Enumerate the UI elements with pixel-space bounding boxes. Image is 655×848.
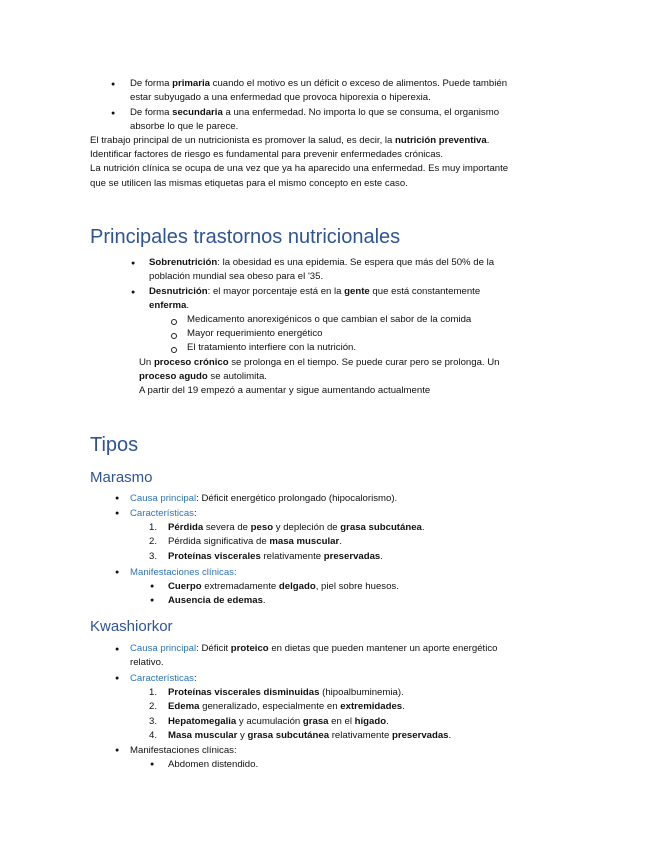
- bullet-icon: ●: [111, 110, 116, 117]
- section-title-tipos: Tipos: [90, 434, 139, 456]
- bullet-icon: ●: [115, 495, 120, 502]
- sobrenutricion-item: Sobrenutrición: la obesidad es una epidemia. Se espera que más del 50% de la población mundial sea obeso para el '35.: [149, 257, 495, 283]
- bullet-icon: ●: [111, 81, 116, 88]
- list-number: 2.: [149, 536, 158, 548]
- kwash-caracteristica-item: Proteínas viscerales disminuidas (hipoalbuminemia).: [168, 687, 404, 698]
- kwash-causa: Causa principal: Déficit proteico en dietas que pueden mantener un aporte energético relativo.: [130, 643, 498, 669]
- list-number: 2.: [149, 701, 158, 713]
- desnutricion-sub-item: Mayor requerimiento energético: [187, 328, 323, 339]
- marasmo-caracteristicas-label: Características:: [130, 508, 197, 519]
- intro-bullet-1: De forma primaria cuando el motivo es un déficit o exceso de alimentos. Puede también estar subyugado a una enfermedad que provoca hiporexia o hiperexia.: [130, 78, 508, 104]
- bullet-icon: ●: [115, 747, 120, 754]
- marasmo-manifestaciones-label: Manifestaciones clínicas:: [130, 567, 237, 578]
- list-number: 1.: [149, 522, 158, 533]
- kwash-manifestacion-item: Abdomen distendido.: [168, 759, 259, 770]
- marasmo-causa: Causa principal: Déficit energético prolongado (hipocalorismo).: [130, 493, 398, 504]
- desnutricion-item: Desnutrición: el mayor porcentaje está en la gente que está constantemente enferma.: [149, 286, 481, 312]
- subsection-title-kwashiorkor: Kwashiorkor: [90, 618, 173, 635]
- bullet-icon: ●: [115, 510, 120, 517]
- marasmo-caracteristica-item: Proteínas viscerales relativamente preservadas.: [168, 550, 383, 562]
- circle-bullet-icon: [171, 333, 177, 339]
- list-number: 3.: [149, 715, 158, 727]
- list-number: 4.: [149, 729, 158, 741]
- circle-bullet-icon: [171, 319, 177, 325]
- bullet-icon: ●: [115, 646, 120, 653]
- bullet-icon: ●: [150, 583, 155, 590]
- kwash-caracteristica-item: Edema generalizado, especialmente en extremidades.: [168, 701, 405, 713]
- marasmo-manifestacion-item: Cuerpo extremadamente delgado, piel sobre huesos.: [168, 581, 399, 592]
- list-number: 1.: [149, 687, 158, 698]
- proceso-paragraph: Un proceso crónico se prolonga en el tiempo. Se puede curar pero se prolonga. Un proceso agudo se autolimita. A partir del 19 empezó a aumentar y sigue aumentando actualmente: [139, 357, 500, 397]
- subsection-title-marasmo: Marasmo: [90, 469, 153, 486]
- desnutricion-sub-item: Medicamento anorexigénicos o que cambian el sabor de la comida: [187, 314, 472, 325]
- marasmo-manifestacion-item: Ausencia de edemas.: [168, 595, 266, 607]
- bullet-icon: ●: [150, 597, 155, 605]
- kwash-caracteristicas-label: Características:: [130, 673, 197, 684]
- marasmo-caracteristica-item: Pérdida severa de peso y depleción de grasa subcutánea.: [168, 522, 425, 533]
- kwash-manifestaciones-label: Manifestaciones clínicas:: [130, 745, 237, 756]
- list-number: 3.: [149, 550, 158, 562]
- desnutricion-sub-item: El tratamiento interfiere con la nutrición.: [187, 342, 357, 353]
- bullet-icon: ●: [115, 569, 120, 576]
- kwash-caracteristica-item: Hepatomegalia y acumulación grasa en el hígado.: [168, 715, 389, 727]
- marasmo-caracteristica-item: Pérdida significativa de masa muscular.: [168, 536, 342, 548]
- kwash-caracteristica-item: Masa muscular y grasa subcutánea relativamente preservadas.: [168, 729, 452, 741]
- bullet-icon: ●: [150, 761, 155, 768]
- bullet-icon: ●: [131, 260, 136, 267]
- intro-paragraph: El trabajo principal de un nutricionista es promover la salud, es decir, la nutrición preventiva. Identificar factores de riesgo es fundamental para prevenir enfermedades crónicas. La nutrición clínica se ocupa de una vez que ya ha aparecido una enfermedad. Es muy importante que se utilicen las mismas etiquetas para el mismo concepto en este caso.: [90, 135, 509, 189]
- section-title-trastornos: Principales trastornos nutricionales: [90, 226, 401, 248]
- bullet-icon: ●: [131, 289, 136, 296]
- intro-bullet-2: De forma secundaria a una enfermedad. No importa lo que se consuma, el organismo absorbe lo que le parece.: [130, 107, 500, 133]
- bullet-icon: ●: [115, 675, 120, 682]
- circle-bullet-icon: [171, 347, 177, 353]
